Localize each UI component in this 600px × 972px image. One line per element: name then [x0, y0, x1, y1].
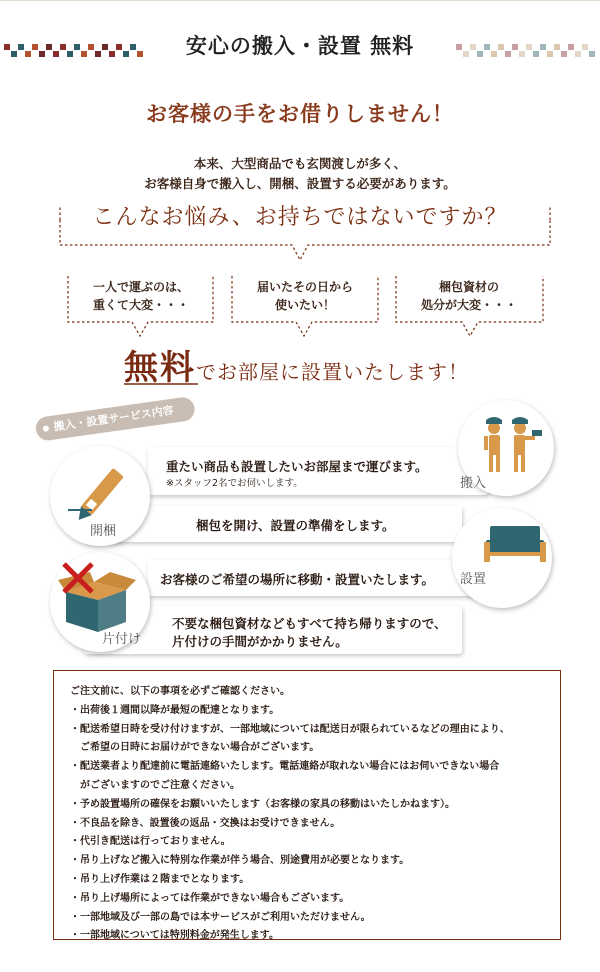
- checker-square: [88, 51, 94, 57]
- checker-square: [67, 44, 73, 50]
- checker-square: [18, 51, 24, 57]
- checker-square: [554, 51, 560, 57]
- checker-square: [81, 44, 87, 50]
- checker-square: [484, 44, 490, 50]
- checker-square: [477, 51, 483, 57]
- step-install-bar: [148, 560, 482, 596]
- free-emphasis: 無料: [124, 348, 196, 388]
- checker-square: [568, 44, 574, 50]
- worry-line: 届いたその日から: [256, 280, 353, 294]
- checker-square: [39, 44, 45, 50]
- checker-square: [130, 51, 136, 57]
- step-unpack-text: 梱包を開け、設置の準備をします。: [196, 518, 395, 533]
- question-heading: こんなお悩み、お持ちではないですか？: [92, 205, 508, 230]
- notice-item: ・予め設置場所の確保をお願いいたします（お客様の家具の移動はいたしかねます）。: [70, 798, 455, 810]
- checker-square: [32, 51, 38, 57]
- checker-square: [109, 44, 115, 50]
- checker-square: [88, 44, 94, 50]
- checker-square: [109, 51, 115, 57]
- checker-square: [589, 51, 595, 57]
- worry-line: 重くて大変・・・: [92, 298, 189, 312]
- checker-square: [53, 44, 59, 50]
- notice-item: ・一部地域及び一部の島では本サービスがご利用いただけません。: [70, 911, 371, 923]
- checker-square: [547, 44, 553, 50]
- checker-square: [505, 44, 511, 50]
- checker-square: [582, 51, 588, 57]
- step-delivery-circle: [458, 400, 554, 496]
- checker-square: [130, 44, 136, 50]
- checker-square: [491, 51, 497, 57]
- description: [0, 154, 600, 194]
- top-divider: [0, 0, 600, 1]
- notice-item: ご希望の日時にお届けができない場合がございます。: [70, 742, 320, 754]
- step-delivery-text: 重たい商品も設置したいお部屋まで運びます。: [166, 459, 428, 474]
- checker-square: [46, 44, 52, 50]
- notice-heading: ご注文前に、以下の事項を必ずご確認ください。: [70, 686, 290, 697]
- notice-box: [53, 670, 561, 940]
- worry-item: [66, 278, 216, 314]
- checker-square: [102, 51, 108, 57]
- checker-square: [11, 51, 17, 57]
- step-install-circle: [452, 508, 552, 608]
- description-line: 本来、大型商品でも玄関渡しが多く、: [193, 156, 407, 171]
- checker-square: [67, 51, 73, 57]
- checker-square: [484, 51, 490, 57]
- checker-square: [102, 44, 108, 50]
- tag-dot: [43, 425, 50, 432]
- notice-item: ・不良品を除き、設置後の返品・交換はお受けできません。: [70, 817, 341, 829]
- checker-square: [463, 51, 469, 57]
- checker-square: [123, 51, 129, 57]
- step-cleanup-label: 片付け: [102, 632, 142, 647]
- step-unpack-label: 開梱: [90, 524, 117, 539]
- checker-square: [18, 44, 24, 50]
- free-installation-banner: [124, 340, 524, 389]
- checker-square: [25, 44, 31, 50]
- notice-item: ・一部地域については特別料金が発生します。: [70, 930, 279, 942]
- checker-square: [95, 44, 101, 50]
- checker-square: [74, 44, 80, 50]
- checker-square: [582, 44, 588, 50]
- checker-square: [533, 44, 539, 50]
- checker-square: [4, 44, 10, 50]
- checker-square: [39, 51, 45, 57]
- notice-item: ・配送希望日時を受け付けますが、一部地域については配送日が限られているなどの理由により、: [70, 723, 510, 735]
- checker-square: [116, 51, 122, 57]
- checker-square: [32, 44, 38, 50]
- notice-item: ・出荷後１週間以降が最短の配達となります。: [70, 704, 280, 716]
- checker-square: [81, 51, 87, 57]
- checker-square: [498, 44, 504, 50]
- checker-ornament-left: [4, 44, 144, 61]
- checker-square: [575, 51, 581, 57]
- worry-line: 処分が大変・・・: [420, 298, 517, 312]
- checker-square: [533, 51, 539, 57]
- service-tag-label: 搬入・設置サービス内容: [52, 403, 175, 434]
- checker-square: [4, 51, 10, 57]
- page-title: 安心の搬入・設置 無料: [185, 34, 415, 58]
- lead-heading: お客様の手をお借りしません！: [146, 101, 454, 126]
- checker-square: [512, 44, 518, 50]
- free-message: でお部屋に設置いたします！: [196, 360, 469, 384]
- step-delivery-label: 搬入: [460, 476, 487, 491]
- worry-item: [230, 278, 380, 314]
- step-delivery-note: ※スタッフ2名でお伺いします。: [166, 478, 303, 489]
- checker-square: [589, 44, 595, 50]
- sofa-icon: [452, 508, 552, 608]
- checker-ornament-right: [456, 44, 596, 61]
- checker-square: [519, 51, 525, 57]
- checker-square: [540, 51, 546, 57]
- checker-square: [526, 44, 532, 50]
- checker-square: [116, 44, 122, 50]
- checker-square: [463, 44, 469, 50]
- checker-square: [519, 44, 525, 50]
- checker-square: [470, 51, 476, 57]
- step-unpack-circle: [50, 446, 150, 546]
- checker-square: [512, 51, 518, 57]
- checker-square: [568, 51, 574, 57]
- notice-item: ・吊り上げなど搬入に特別な作業が伴う場合、別途費用が必要となります。: [70, 855, 410, 867]
- checker-square: [547, 51, 553, 57]
- notice-item: ・配送業者より配達前に電話連絡いたします。電話連絡が取れない場合にはお伺いできない場合: [70, 761, 500, 773]
- checker-square: [554, 44, 560, 50]
- notice-item: ・吊り上げ作業は２階までとなります。: [70, 873, 250, 885]
- checker-square: [526, 51, 532, 57]
- checker-square: [540, 44, 546, 50]
- checker-square: [498, 51, 504, 57]
- worry-line: 一人で運ぶのは、: [92, 280, 189, 294]
- notice-item: ・代引き配送は行っておりません。: [70, 836, 231, 848]
- step-install-label: 設置: [460, 572, 487, 587]
- worry-line: 使いたい！: [274, 298, 335, 312]
- checker-square: [95, 51, 101, 57]
- step-cleanup-text: 片付けの手間がかかりません。: [172, 634, 348, 649]
- checker-square: [470, 44, 476, 50]
- checker-square: [74, 51, 80, 57]
- checker-square: [25, 51, 31, 57]
- checker-square: [561, 51, 567, 57]
- checker-square: [46, 51, 52, 57]
- checker-square: [477, 44, 483, 50]
- checker-square: [491, 44, 497, 50]
- checker-square: [561, 44, 567, 50]
- step-cleanup-text: 不要な梱包資材などもすべて持ち帰りますので、: [172, 616, 447, 631]
- checker-square: [123, 44, 129, 50]
- checker-square: [53, 51, 59, 57]
- step-install-text: お客様のご希望の場所に移動・設置いたします。: [160, 572, 435, 587]
- step-delivery-bar: [148, 447, 488, 495]
- notice-item: ・吊り上げ場所によっては作業ができない場合もございます。: [70, 892, 350, 904]
- description-line: お客様自身で搬入し、開梱、設置する必要があります。: [144, 176, 456, 191]
- notice-list: [70, 702, 560, 946]
- step-cleanup-circle: [50, 552, 150, 652]
- notice-item: がございますのでご注意ください。: [70, 779, 240, 791]
- worry-item: [394, 278, 544, 314]
- checker-square: [505, 51, 511, 57]
- service-tag: [34, 396, 196, 442]
- checker-square: [11, 44, 17, 50]
- checker-square: [575, 44, 581, 50]
- checker-square: [60, 44, 66, 50]
- worry-line: 梱包資材の: [438, 280, 499, 294]
- checker-square: [60, 51, 66, 57]
